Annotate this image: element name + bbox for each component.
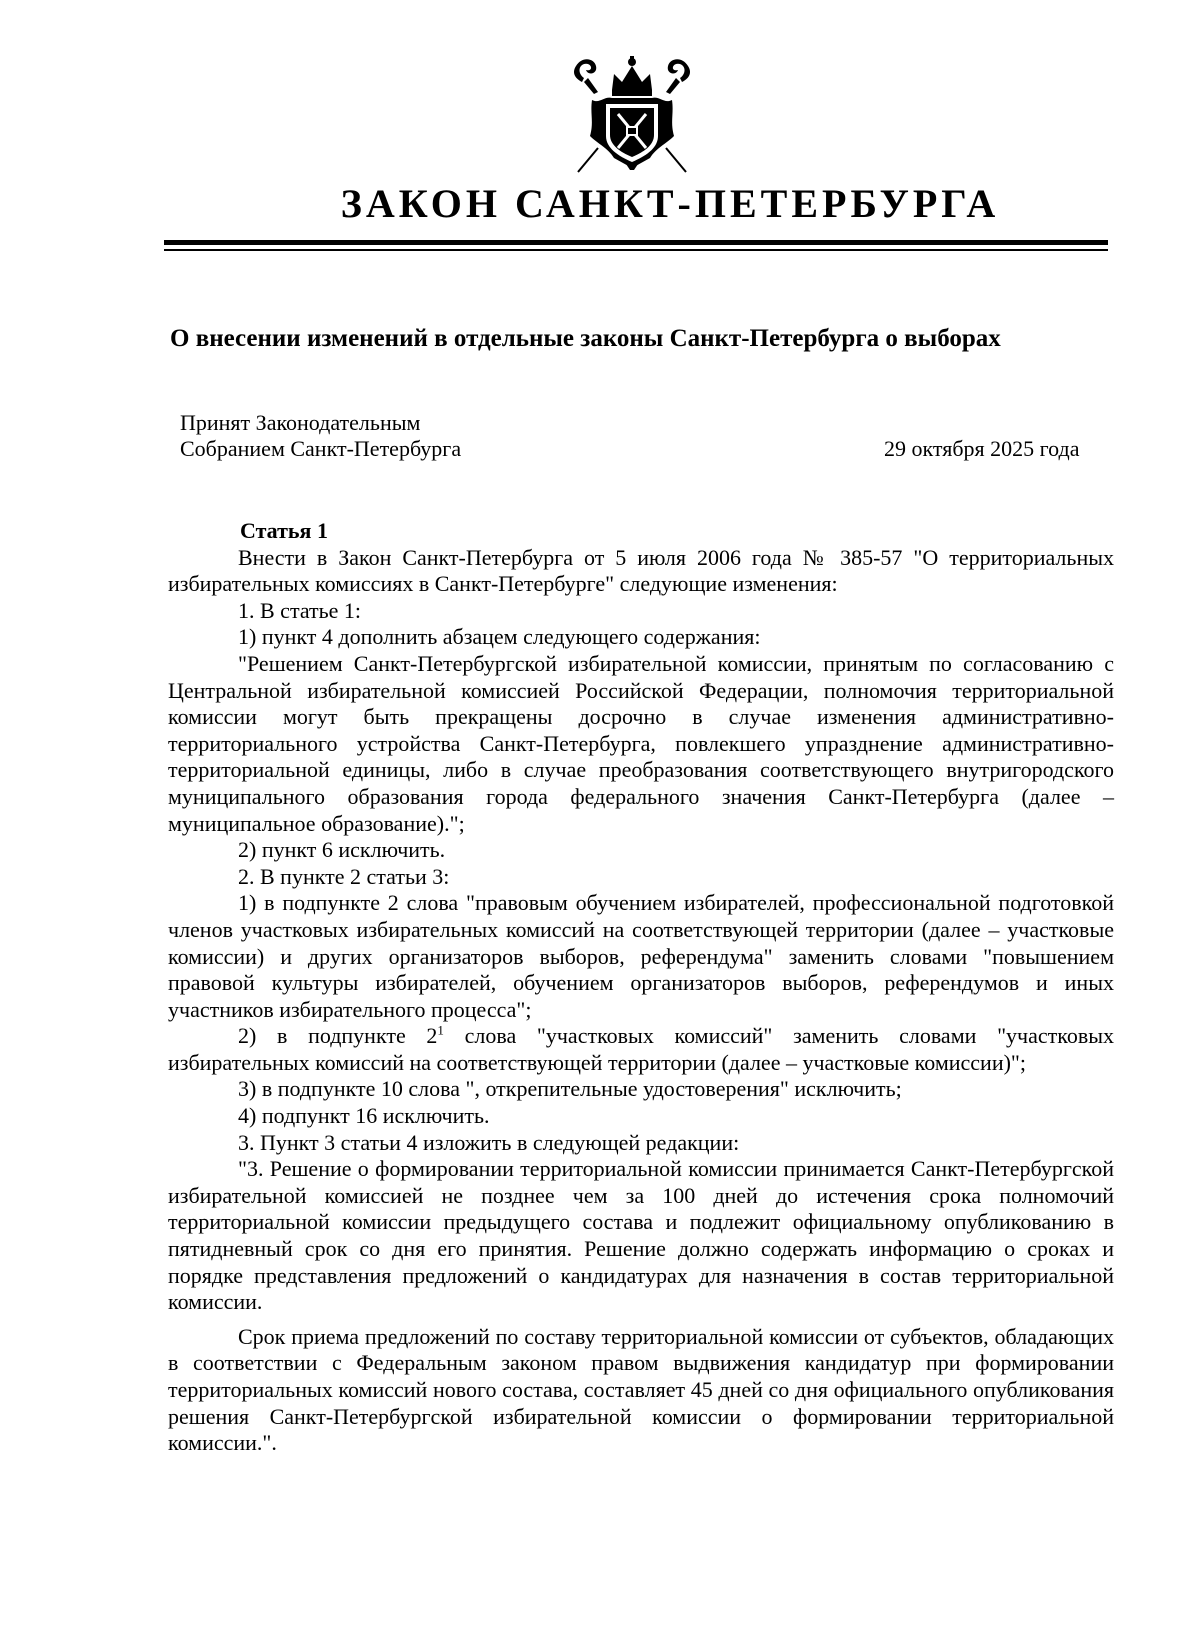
item-1: 1. В статье 1:: [238, 597, 362, 623]
adoption-line-2: Собранием Санкт-Петербурга: [180, 436, 462, 461]
item-1-2: 2) пункт 6 исключить.: [238, 837, 446, 863]
coat-of-arms-icon: [568, 52, 696, 174]
item-2-2-sup: 1: [437, 1022, 444, 1038]
item-2-2-pre: 2) в подпункте 2: [238, 1023, 438, 1049]
title-rule-thick: [164, 240, 1108, 245]
adoption-line-1: Принят Законодательным: [180, 410, 421, 435]
law-title: ЗАКОН САНКТ-ПЕТЕРБУРГА: [340, 181, 1000, 226]
item-2-1: 1) в подпункте 2 слова "правовым обучением избирателей, профессиональной подготовкой членов участковых избирательных комиссий на соответствующей территории (далее – участковые комиссии) и других организаторов выборов, референдума" заменить словами "повышением правовой культуры избирателей, обучением организаторов выборов, референдумов и иных участников избирательного процесса";: [168, 890, 1114, 1022]
article-intro: Внести в Закон Санкт-Петербурга от 5 июля 2006 года № 385-57 "О территориальных избирательных комиссиях в Санкт-Петербурге" следующие изменения:: [168, 544, 1114, 597]
quote-3a: "3. Решение о формировании территориальной комиссии принимается Санкт-Петербургской избирательной комиссией не позднее чем за 100 дней до истечения срока полномочий территориальной комиссии предыдущего состава и подлежит официальному опубликованию в пятидневный срок со дня его принятия. Решение должно содержать информацию о сроках и порядке представления предложений о кандидатурах для назначения в состав территориальной комиссии.: [168, 1156, 1114, 1315]
adoption-date: 29 октября 2025 года: [884, 436, 1080, 461]
item-2-2-post: слова "участковых комиссий" заменить словами "участковых избирательных комиссий на соответствующей территории (далее – участковые комиссии)";: [168, 1023, 1114, 1075]
item-2-3: 3) в подпункте 10 слова ", открепительные удостоверения" исключить;: [238, 1076, 902, 1102]
item-1-1: 1) пункт 4 дополнить абзацем следующего содержания:: [238, 624, 761, 650]
item-2-4: 4) подпункт 16 исключить.: [238, 1103, 490, 1129]
quote-3b: Срок приема предложений по составу территориальной комиссии от субъектов, обладающих в соответствии с Федеральным законом правом выдвижения кандидатур при формировании территориальных комиссий нового состава, составляет 45 дней со дня официального опубликования решения Санкт-Петербургской избирательной комиссии о формировании территориальной комиссии.".: [168, 1323, 1114, 1456]
quote-1: "Решением Санкт-Петербургской избирательной комиссии, принятым по согласованию с Центральной избирательной комиссией Российской Федерации, полномочия территориальной комиссии могут быть прекращены досрочно в случае изменения административно-территориального устройства Санкт-Петербурга, повлекшего упразднение административно-территориальной единицы, либо в случае преобразования соответствующего внутригородского муниципального образования города федерального значения Санкт-Петербурга (далее – муниципальное образование).";: [168, 650, 1114, 836]
law-subtitle: О внесении изменений в отдельные законы Санкт-Петербурга о выборах: [170, 325, 1001, 352]
item-2-2: [168, 1023, 1114, 1076]
title-rule-thin: [164, 249, 1108, 251]
adoption-block: [180, 410, 461, 462]
article-heading: Статья 1: [240, 518, 328, 543]
item-2: 2. В пункте 2 статьи 3:: [238, 863, 450, 889]
article-body: [168, 518, 1114, 1457]
item-3: 3. Пункт 3 статьи 4 изложить в следующей редакции:: [238, 1129, 740, 1155]
